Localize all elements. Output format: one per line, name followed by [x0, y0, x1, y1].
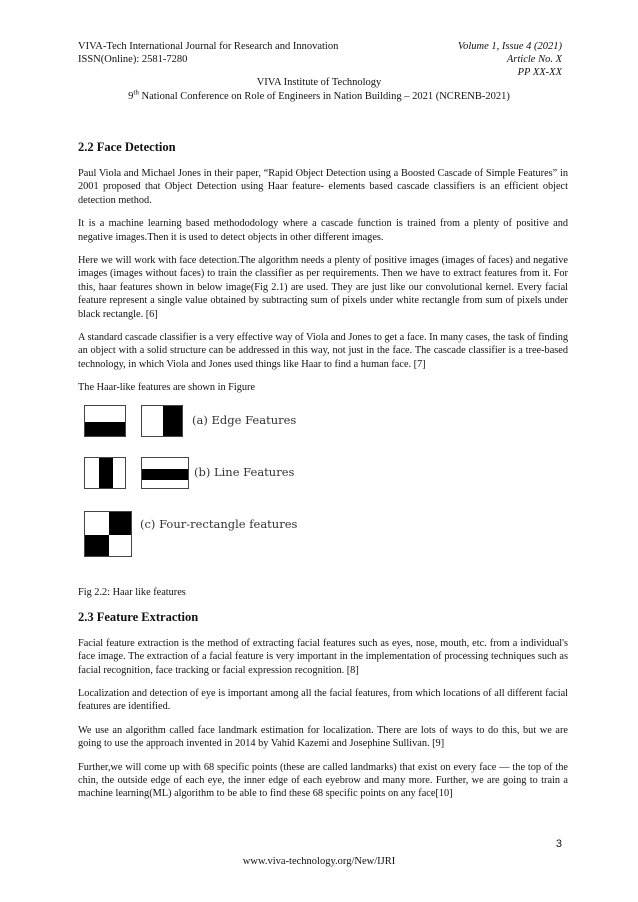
- conference-title: National Conference on Role of Engineers in Nation Building – 2021 (NCRENB-2021): [138, 91, 510, 102]
- institute-name: VIVA Institute of Technology: [256, 77, 382, 88]
- journal-header-right: [458, 40, 562, 79]
- four-rectangle-label: (c) Four-rectangle features: [140, 516, 298, 531]
- conference-name: [0, 90, 638, 103]
- paragraph: The Haar-like features are shown in Figure: [78, 382, 256, 394]
- page-body: [78, 140, 568, 811]
- paragraph: A standard cascade classifier is a very effective way of Viola and Jones to get a face. In many cases, the task of finding an object with a solid structure can be addressed in this way, not just in the face. The cascade classifier is a tree-based technology, in which Viola and Jones used things like Haar to find a human face. [7]: [78, 332, 568, 370]
- page-number: 3: [555, 838, 562, 850]
- journal-issn: ISSN(Online): 2581-7280: [78, 54, 188, 65]
- paragraph: Localization and detection of eye is important among all the facial features, from which locations of all different facial features are identified.: [78, 687, 568, 713]
- line-feature-vertical: [84, 457, 126, 489]
- edge-feature-vertical: [141, 405, 183, 437]
- article-number: Article No. X: [506, 54, 562, 65]
- edge-feature-horizontal: [84, 405, 126, 437]
- journal-header-left: [78, 40, 338, 66]
- paragraph: We use an algorithm called face landmark estimation for localization. There are lots of ways to do this, but we are going to use the approach invented in 2014 by Vahid Kazemi and Josephine Sullivan. [9]: [78, 724, 568, 750]
- page-range: PP XX-XX: [517, 67, 562, 78]
- paragraph: Paul Viola and Michael Jones in their paper, “Rapid Object Detection using a Boosted Cascade of Simple Features” in 2001 proposed that Object Detection using Haar feature- elements based cascade classifiers is an efficient object detection method.: [78, 168, 568, 206]
- conference-number: 9: [128, 91, 134, 102]
- paragraph: It is a machine learning based methododology where a cascade function is trained from a plenty of positive and negative images.Then it is used to detect objects in other different images.: [78, 218, 568, 243]
- line-features-label: (b) Line Features: [194, 464, 295, 479]
- paragraph: Further,we will come up with 68 specific points (these are called landmarks) that exist on every face — the top of the chin, the outside edge of each eye, the inner edge of each eyebrow and many more. Further, we are going to train a machine learning(ML) algorithm to be able to find these 68 specific points on any face[10]: [78, 761, 568, 800]
- line-feature-horizontal: [141, 457, 189, 489]
- section-heading-face-detection: 2.2 Face Detection: [78, 140, 176, 154]
- journal-name: VIVA-Tech International Journal for Research and Innovation: [78, 41, 339, 52]
- edge-features-label: (a) Edge Features: [192, 412, 297, 427]
- footer-url: www.viva-technology.org/New/IJRI: [242, 856, 396, 867]
- conference-ordinal: th: [133, 88, 139, 97]
- figure-caption: Fig 2.2: Haar like features: [78, 586, 186, 598]
- paragraph: Here we will work with face detection.The algorithm needs a plenty of positive images (images of faces) and negative images (images without faces) to train the classifier as per requirements. Then we have to extract features from it. For this, haar features shown in below image(Fig 2.1) are used. They are just like our convolutional kernel. Every facial feature represent a single value obtained by subtracting sum of pixels under white rectangle from sum of pixels under black rectangle. [6]: [78, 255, 568, 320]
- section-heading-feature-extraction: 2.3 Feature Extraction: [78, 609, 199, 624]
- haar-features-figure: [84, 405, 384, 573]
- paragraph: Facial feature extraction is the method of extracting facial features such as eyes, nose, mouth, etc. from a individual's face image. The extraction of a facial feature is very important in the implementation of processing techniques such as facial recognition, face tracking or facial expression recognition. [8]: [78, 637, 568, 676]
- journal-volume: Volume 1, Issue 4 (2021): [457, 41, 562, 52]
- four-rectangle-feature: [84, 511, 132, 557]
